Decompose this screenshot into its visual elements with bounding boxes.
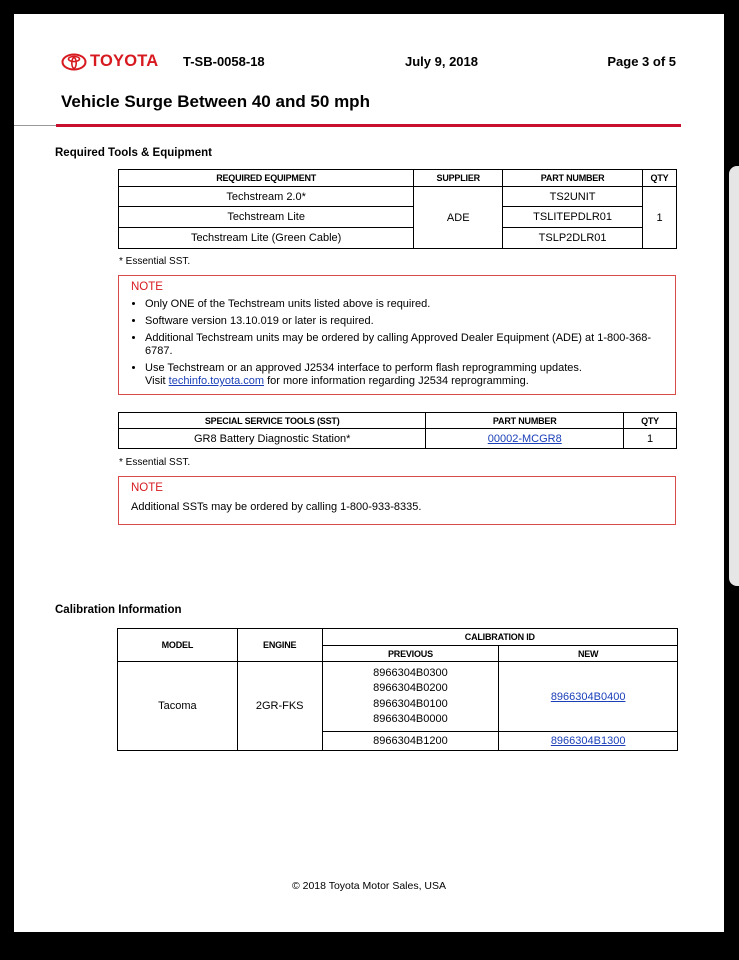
- sst-part-link[interactable]: 00002-MCGR8: [487, 432, 562, 445]
- table-row: [118, 662, 678, 732]
- equipment-cell: Techstream 2.0*: [119, 187, 414, 207]
- column-header: MODEL: [118, 629, 238, 662]
- table-row: [119, 429, 677, 449]
- column-header: ENGINE: [237, 629, 322, 662]
- note-item: • Software version 13.10.019 or later is required.: [145, 315, 665, 328]
- column-header: REQUIRED EQUIPMENT: [119, 170, 414, 187]
- note-box: [118, 476, 676, 525]
- column-header: NEW: [499, 646, 678, 662]
- column-header: PREVIOUS: [322, 646, 499, 662]
- part-number-cell: TSLP2DLR01: [503, 228, 643, 249]
- new-calibration-cell: [499, 732, 678, 751]
- sst-table: [118, 412, 677, 449]
- note-text: Additional SSTs may be ordered by calling 1-800-933-8335.: [131, 501, 422, 513]
- note-item-text: for more information regarding J2534 reprogramming.: [264, 375, 529, 387]
- note-box: [118, 275, 676, 395]
- note-title: NOTE: [131, 482, 163, 494]
- table-row: [119, 207, 677, 228]
- calibration-id: 8966304B0100: [373, 697, 448, 710]
- calibration-link[interactable]: 8966304B1300: [550, 735, 626, 747]
- techinfo-link[interactable]: techinfo.toyota.com: [168, 375, 265, 387]
- note-item: • Additional Techstream units may be ordered by calling Approved Dealer Equipment (ADE) at 1-800-368-6787.: [145, 332, 665, 358]
- title-rule-gray: [14, 125, 56, 126]
- column-header: SUPPLIER: [414, 170, 503, 187]
- note-item: [145, 362, 665, 388]
- qty-cell: 1: [643, 187, 677, 249]
- calibration-id: 8966304B0000: [373, 713, 448, 725]
- scroll-tab[interactable]: [729, 166, 739, 586]
- copyright-footer: © 2018 Toyota Motor Sales, USA: [291, 880, 447, 892]
- column-header: PART NUMBER: [503, 170, 643, 187]
- title-rule-red: [56, 124, 681, 127]
- new-calibration-cell: [499, 662, 678, 732]
- table-row: [119, 228, 677, 249]
- toyota-logo: [61, 52, 158, 71]
- supplier-cell: ADE: [414, 187, 503, 249]
- note-list: [131, 298, 665, 388]
- bulletin-id: T-SB-0058-18: [183, 54, 265, 69]
- equipment-cell: Techstream Lite: [119, 207, 414, 228]
- sst-part-cell: [426, 429, 624, 449]
- required-tools-table: [118, 169, 677, 249]
- page-title: Vehicle Surge Between 40 and 50 mph: [61, 92, 370, 111]
- equipment-cell: Techstream Lite (Green Cable): [119, 228, 414, 249]
- previous-calibration-cell: 8966304B1200: [322, 732, 499, 751]
- calibration-id: 8966304B0300: [373, 666, 448, 679]
- note-item-text: Use Techstream or an approved J2534 interface to perform flash reprogramming updates.: [145, 362, 582, 374]
- column-header: QTY: [643, 170, 677, 187]
- calibration-heading: Calibration Information: [55, 604, 182, 616]
- calibration-id: 8966304B0200: [373, 682, 448, 694]
- column-header: QTY: [624, 413, 677, 429]
- qty-cell: 1: [624, 429, 677, 449]
- footnote: * Essential SST.: [119, 457, 191, 468]
- calibration-link[interactable]: 8966304B0400: [550, 690, 626, 703]
- logo-text: TOYOTA: [90, 52, 159, 70]
- footnote: * Essential SST.: [119, 256, 191, 267]
- previous-calibration-cell: [322, 662, 499, 732]
- page-number: Page 3 of 5: [607, 54, 676, 69]
- column-header: PART NUMBER: [426, 413, 624, 429]
- required-tools-heading: Required Tools & Equipment: [55, 147, 212, 159]
- note-item: • Only ONE of the Techstream units listed above is required.: [145, 298, 665, 311]
- bulletin-date: July 9, 2018: [405, 54, 478, 69]
- part-number-cell: TS2UNIT: [503, 187, 643, 207]
- model-cell: Tacoma: [118, 662, 238, 751]
- column-header: CALIBRATION ID: [322, 629, 677, 646]
- part-number-cell: TSLITEPDLR01: [503, 207, 643, 228]
- bulletin-page: [14, 14, 724, 932]
- note-item-text: Visit: [145, 375, 169, 387]
- calibration-table: [117, 628, 678, 751]
- note-title: NOTE: [131, 281, 163, 293]
- column-header: SPECIAL SERVICE TOOLS (SST): [119, 413, 426, 429]
- table-row: [119, 187, 677, 207]
- toyota-emblem-icon: [61, 53, 87, 71]
- sst-tool-cell: GR8 Battery Diagnostic Station*: [119, 429, 426, 449]
- engine-cell: 2GR-FKS: [237, 662, 322, 751]
